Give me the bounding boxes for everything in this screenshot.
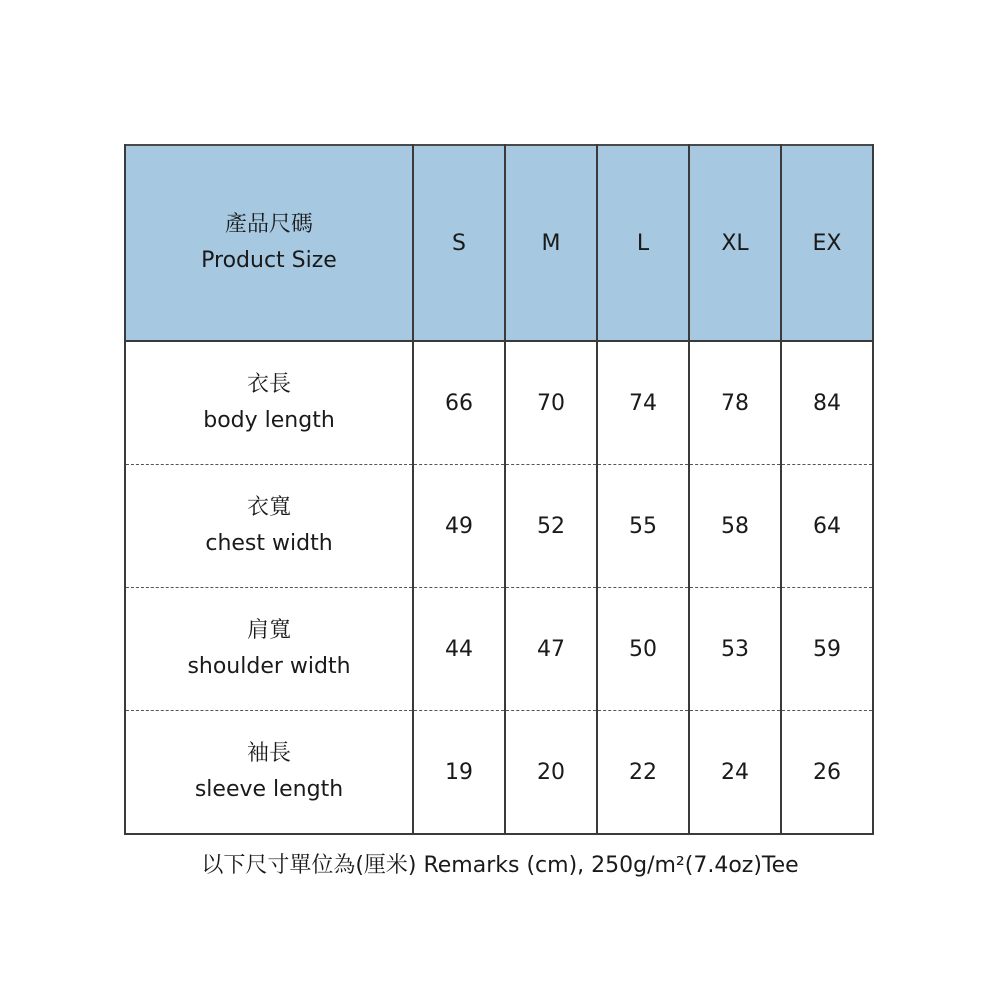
value-cell: 44	[413, 588, 505, 711]
value-cell: 74	[597, 341, 689, 465]
row-label-cell	[125, 588, 413, 711]
size-header-ex: EX	[781, 145, 873, 341]
value-cell: 66	[413, 341, 505, 465]
value-cell: 55	[597, 465, 689, 588]
value-cell: 47	[505, 588, 597, 711]
table-row-body-length	[125, 341, 873, 465]
table-row-sleeve-length	[125, 711, 873, 835]
size-header-s: S	[413, 145, 505, 341]
value-cell: 20	[505, 711, 597, 835]
value-cell: 84	[781, 341, 873, 465]
size-chart-table	[124, 144, 874, 835]
header-label-cell	[125, 145, 413, 341]
row-label-en: shoulder width	[187, 654, 351, 679]
row-label-en: body length	[203, 408, 335, 433]
value-cell: 58	[689, 465, 781, 588]
value-cell: 53	[689, 588, 781, 711]
value-cell: 52	[505, 465, 597, 588]
value-cell: 22	[597, 711, 689, 835]
row-label-cell	[125, 711, 413, 835]
value-cell: 24	[689, 711, 781, 835]
value-cell: 78	[689, 341, 781, 465]
row-label-cn: 肩寬	[246, 618, 291, 643]
row-label-cell	[125, 341, 413, 465]
size-header-l: L	[597, 145, 689, 341]
header-label-cn: 產品尺碼	[224, 212, 313, 237]
value-cell: 70	[505, 341, 597, 465]
row-label-en: chest width	[205, 531, 333, 556]
value-cell: 59	[781, 588, 873, 711]
value-cell: 26	[781, 711, 873, 835]
row-label-cn: 袖長	[246, 741, 291, 766]
size-header-xl: XL	[689, 145, 781, 341]
value-cell: 19	[413, 711, 505, 835]
row-label-cell	[125, 465, 413, 588]
header-row	[125, 145, 873, 341]
row-label-en: sleeve length	[194, 777, 344, 802]
row-label-cn: 衣寬	[246, 495, 291, 520]
table-row-chest-width	[125, 465, 873, 588]
size-header-m: M	[505, 145, 597, 341]
value-cell: 49	[413, 465, 505, 588]
value-cell: 64	[781, 465, 873, 588]
value-cell: 50	[597, 588, 689, 711]
remarks-note: 以下尺寸單位為(厘米) Remarks (cm), 250g/m²(7.4oz)Tee	[201, 853, 799, 878]
table-row-shoulder-width	[125, 588, 873, 711]
row-label-cn: 衣長	[246, 372, 291, 397]
header-label-en: Product Size	[201, 248, 337, 273]
